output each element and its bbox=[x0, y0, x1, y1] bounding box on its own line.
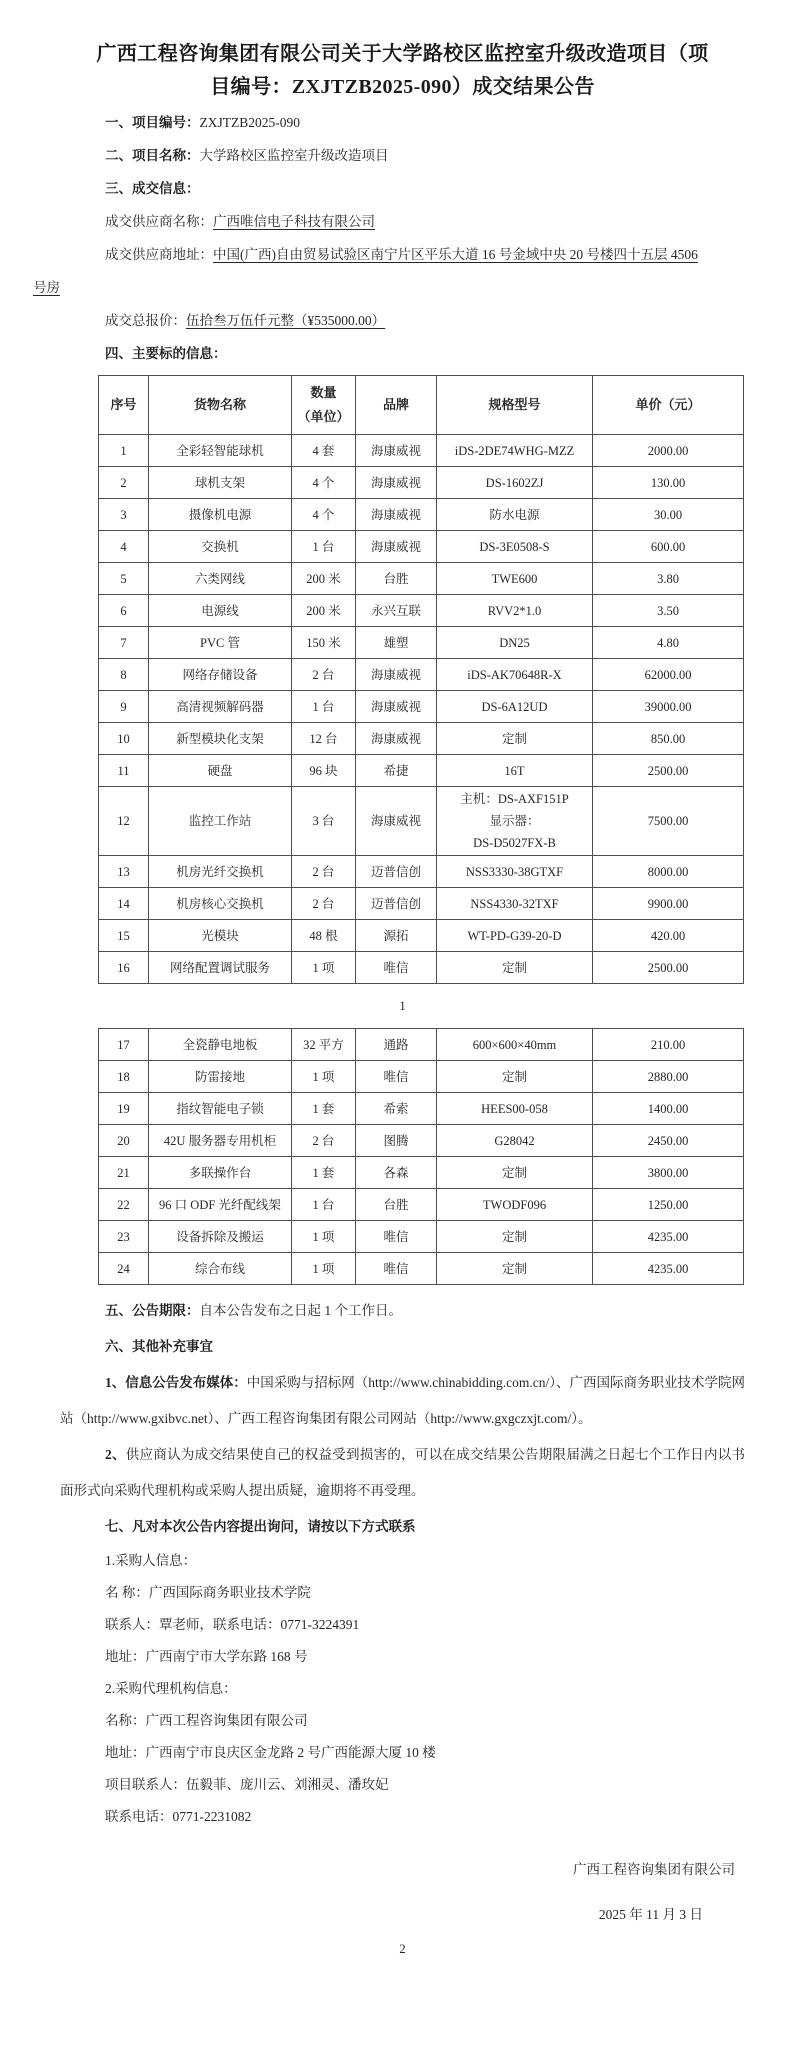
cell-spec: HEES00-058 bbox=[437, 1093, 593, 1125]
agent-info-heading: 2.采购代理机构信息： bbox=[105, 1681, 237, 1696]
cell-spec: iDS-2DE74WHG-MZZ bbox=[437, 435, 593, 467]
cell-goods-name: 42U 服务器专用机柜 bbox=[149, 1125, 292, 1157]
cell-spec: TWODF096 bbox=[437, 1189, 593, 1221]
cell-seq: 15 bbox=[99, 920, 149, 952]
cell-seq: 24 bbox=[99, 1253, 149, 1285]
cell-brand: 台胜 bbox=[356, 1189, 437, 1221]
header-seq: 序号 bbox=[99, 376, 149, 435]
cell-seq: 17 bbox=[99, 1029, 149, 1061]
project-number-value: ZXJTZB2025-090 bbox=[199, 115, 300, 130]
buyer-info-heading: 1.采购人信息： bbox=[105, 1553, 197, 1568]
media-value: 中国采购与招标网（http://www.chinabidding.com.cn/）、广西国际商务职业技术学院网站（http://www.gxibvc.net）、广西工程咨询集团有限公司网站（http://www.gxgczxjt.com/）。 bbox=[60, 1375, 745, 1426]
cell-goods-name: 机房光纤交换机 bbox=[149, 856, 292, 888]
cell-unit-price: 3800.00 bbox=[593, 1157, 744, 1189]
cell-quantity: 1 套 bbox=[292, 1093, 356, 1125]
supplier-address-line bbox=[60, 238, 745, 271]
goods-table-page2 bbox=[98, 1028, 744, 1285]
page-title: 广西工程咨询集团有限公司关于大学路校区监控室升级改造项目（项目编号：ZXJTZB2025-090）成交结果公告 bbox=[96, 43, 709, 98]
cell-quantity: 1 台 bbox=[292, 691, 356, 723]
supplier-name-label: 成交供应商名称： bbox=[105, 214, 213, 229]
cell-brand: 海康威视 bbox=[356, 467, 437, 499]
cell-brand: 海康威视 bbox=[356, 531, 437, 563]
cell-goods-name: 网络存储设备 bbox=[149, 659, 292, 691]
cell-goods-name: 防雷接地 bbox=[149, 1061, 292, 1093]
footer-company: 广西工程咨询集团有限公司 bbox=[573, 1862, 735, 1877]
buyer-name-line: 名 称：广西国际商务职业技术学院 bbox=[105, 1585, 311, 1600]
cell-quantity: 12 台 bbox=[292, 723, 356, 755]
contact-section-heading: 七、凡对本次公告内容提出询问，请按以下方式联系 bbox=[105, 1519, 416, 1534]
table-row bbox=[99, 1221, 744, 1253]
agent-contacts-line: 项目联系人：伍毅菲、庞川云、刘湘灵、潘玫妃 bbox=[105, 1777, 389, 1792]
cell-brand: 海康威视 bbox=[356, 659, 437, 691]
cell-seq: 2 bbox=[99, 467, 149, 499]
cell-goods-name: 电源线 bbox=[149, 595, 292, 627]
table-row bbox=[99, 920, 744, 952]
table-row bbox=[99, 595, 744, 627]
cell-goods-name: 球机支架 bbox=[149, 467, 292, 499]
table-row bbox=[99, 531, 744, 563]
project-number-line bbox=[60, 106, 745, 139]
cell-quantity: 150 米 bbox=[292, 627, 356, 659]
table-row bbox=[99, 1029, 744, 1061]
cell-seq: 20 bbox=[99, 1125, 149, 1157]
cell-unit-price: 850.00 bbox=[593, 723, 744, 755]
cell-brand: 海康威视 bbox=[356, 691, 437, 723]
media-paragraph bbox=[60, 1365, 745, 1437]
total-price-line bbox=[60, 304, 745, 337]
cell-spec: WT-PD-G39-20-D bbox=[437, 920, 593, 952]
cell-seq: 18 bbox=[99, 1061, 149, 1093]
cell-unit-price: 7500.00 bbox=[593, 787, 744, 856]
project-name-label: 二、项目名称： bbox=[105, 148, 200, 163]
cell-seq: 13 bbox=[99, 856, 149, 888]
table-row bbox=[99, 1093, 744, 1125]
cell-spec: NSS4330-32TXF bbox=[437, 888, 593, 920]
supplier-address-value: 中国(广西)自由贸易试验区南宁片区平乐大道 16 号金域中央 20 号楼四十五层 4506 bbox=[213, 247, 698, 262]
agent-address-line: 地址：广西南宁市良庆区金龙路 2 号广西能源大厦 10 楼 bbox=[105, 1745, 436, 1760]
table-row bbox=[99, 856, 744, 888]
cell-brand: 唯信 bbox=[356, 1061, 437, 1093]
cell-seq: 12 bbox=[99, 787, 149, 856]
page-number-1: 1 bbox=[399, 999, 406, 1013]
cell-quantity: 200 米 bbox=[292, 595, 356, 627]
supplier-name-line bbox=[60, 205, 745, 238]
cell-brand: 源拓 bbox=[356, 920, 437, 952]
buyer-contact-line: 联系人：覃老师，联系电话：0771-3224391 bbox=[105, 1617, 360, 1632]
cell-seq: 11 bbox=[99, 755, 149, 787]
cell-goods-name: 硬盘 bbox=[149, 755, 292, 787]
total-price-label: 成交总报价： bbox=[105, 313, 186, 328]
notice-period-label: 五、公告期限： bbox=[105, 1303, 200, 1318]
objection-value: 供应商认为成交结果使自己的权益受到损害的，可以在成交结果公告期限届满之日起七个工作日内以书面形式向采购代理机构或采购人提出质疑，逾期将不再受理。 bbox=[60, 1447, 746, 1498]
cell-brand: 雄塑 bbox=[356, 627, 437, 659]
cell-brand: 唯信 bbox=[356, 1253, 437, 1285]
cell-unit-price: 600.00 bbox=[593, 531, 744, 563]
table-row bbox=[99, 755, 744, 787]
cell-spec: TWE600 bbox=[437, 563, 593, 595]
cell-seq: 4 bbox=[99, 531, 149, 563]
table-row bbox=[99, 499, 744, 531]
cell-brand: 迈普信创 bbox=[356, 888, 437, 920]
cell-unit-price: 130.00 bbox=[593, 467, 744, 499]
cell-unit-price: 4.80 bbox=[593, 627, 744, 659]
cell-unit-price: 1400.00 bbox=[593, 1093, 744, 1125]
cell-spec: 主机：DS-AXF151P 显示器： DS-D5027FX-B bbox=[437, 787, 593, 856]
table-row bbox=[99, 691, 744, 723]
notice-period-line bbox=[60, 1293, 745, 1329]
cell-quantity: 1 项 bbox=[292, 952, 356, 984]
buyer-address-line: 地址：广西南宁市大学东路 168 号 bbox=[105, 1649, 308, 1664]
project-name-value: 大学路校区监控室升级改造项目 bbox=[199, 148, 389, 163]
cell-spec: iDS-AK70648R-X bbox=[437, 659, 593, 691]
cell-goods-name: 全彩轻智能球机 bbox=[149, 435, 292, 467]
cell-spec: 定制 bbox=[437, 1157, 593, 1189]
notice-period-value: 自本公告发布之日起 1 个工作日。 bbox=[199, 1303, 402, 1318]
cell-unit-price: 210.00 bbox=[593, 1029, 744, 1061]
cell-goods-name: 全瓷静电地板 bbox=[149, 1029, 292, 1061]
cell-brand: 迈普信创 bbox=[356, 856, 437, 888]
cell-seq: 8 bbox=[99, 659, 149, 691]
cell-spec: DS-6A12UD bbox=[437, 691, 593, 723]
cell-spec: 定制 bbox=[437, 1061, 593, 1093]
cell-brand: 海康威视 bbox=[356, 435, 437, 467]
table-row bbox=[99, 563, 744, 595]
cell-quantity: 4 个 bbox=[292, 499, 356, 531]
cell-quantity: 48 根 bbox=[292, 920, 356, 952]
cell-brand: 图腾 bbox=[356, 1125, 437, 1157]
cell-brand: 唯信 bbox=[356, 952, 437, 984]
cell-seq: 21 bbox=[99, 1157, 149, 1189]
cell-goods-name: 新型模块化支架 bbox=[149, 723, 292, 755]
cell-brand: 台胜 bbox=[356, 563, 437, 595]
total-price-value: 伍拾叁万伍仟元整（¥535000.00） bbox=[186, 313, 386, 328]
cell-seq: 5 bbox=[99, 563, 149, 595]
cell-spec: RVV2*1.0 bbox=[437, 595, 593, 627]
cell-spec: 600×600×40mm bbox=[437, 1029, 593, 1061]
cell-unit-price: 39000.00 bbox=[593, 691, 744, 723]
cell-brand: 永兴互联 bbox=[356, 595, 437, 627]
cell-goods-name: 综合布线 bbox=[149, 1253, 292, 1285]
goods-table-header bbox=[99, 376, 744, 435]
cell-spec: G28042 bbox=[437, 1125, 593, 1157]
cell-quantity: 1 套 bbox=[292, 1157, 356, 1189]
cell-brand: 各森 bbox=[356, 1157, 437, 1189]
cell-goods-name: PVC 管 bbox=[149, 627, 292, 659]
supplier-address-wrap-line: 号房 bbox=[33, 280, 60, 295]
cell-goods-name: 交换机 bbox=[149, 531, 292, 563]
table-row bbox=[99, 435, 744, 467]
cell-quantity: 1 项 bbox=[292, 1061, 356, 1093]
table-row bbox=[99, 1061, 744, 1093]
cell-unit-price: 1250.00 bbox=[593, 1189, 744, 1221]
cell-quantity: 2 台 bbox=[292, 1125, 356, 1157]
table-row bbox=[99, 787, 744, 856]
agent-name-line: 名称：广西工程咨询集团有限公司 bbox=[105, 1713, 308, 1728]
table-row bbox=[99, 1125, 744, 1157]
cell-goods-name: 指纹智能电子锁 bbox=[149, 1093, 292, 1125]
cell-quantity: 200 米 bbox=[292, 563, 356, 595]
cell-unit-price: 30.00 bbox=[593, 499, 744, 531]
cell-quantity: 1 项 bbox=[292, 1253, 356, 1285]
page-number-2: 2 bbox=[399, 1942, 406, 1956]
cell-spec: 防水电源 bbox=[437, 499, 593, 531]
cell-quantity: 32 平方 bbox=[292, 1029, 356, 1061]
deal-info-heading: 三、成交信息： bbox=[105, 181, 200, 196]
cell-unit-price: 2880.00 bbox=[593, 1061, 744, 1093]
cell-goods-name: 六类网线 bbox=[149, 563, 292, 595]
supplier-name-value: 广西唯信电子科技有限公司 bbox=[213, 214, 375, 229]
cell-quantity: 4 套 bbox=[292, 435, 356, 467]
objection-paragraph bbox=[60, 1437, 745, 1509]
header-unit-price: 单价（元） bbox=[593, 376, 744, 435]
cell-goods-name: 网络配置调试服务 bbox=[149, 952, 292, 984]
cell-spec: DN25 bbox=[437, 627, 593, 659]
cell-brand: 唯信 bbox=[356, 1221, 437, 1253]
cell-brand: 海康威视 bbox=[356, 787, 437, 856]
cell-seq: 16 bbox=[99, 952, 149, 984]
cell-unit-price: 2500.00 bbox=[593, 755, 744, 787]
cell-seq: 9 bbox=[99, 691, 149, 723]
cell-spec: 定制 bbox=[437, 1221, 593, 1253]
header-spec: 规格型号 bbox=[437, 376, 593, 435]
cell-brand: 海康威视 bbox=[356, 723, 437, 755]
cell-goods-name: 光模块 bbox=[149, 920, 292, 952]
cell-unit-price: 420.00 bbox=[593, 920, 744, 952]
supplier-address-label: 成交供应商地址： bbox=[105, 247, 213, 262]
cell-goods-name: 监控工作站 bbox=[149, 787, 292, 856]
goods-table-page1 bbox=[98, 375, 744, 984]
cell-seq: 22 bbox=[99, 1189, 149, 1221]
header-goods-name: 货物名称 bbox=[149, 376, 292, 435]
cell-unit-price: 8000.00 bbox=[593, 856, 744, 888]
cell-quantity: 3 台 bbox=[292, 787, 356, 856]
header-quantity: 数量 （单位） bbox=[292, 376, 356, 435]
cell-seq: 1 bbox=[99, 435, 149, 467]
other-matters-heading: 六、其他补充事宜 bbox=[105, 1339, 213, 1354]
table-row bbox=[99, 952, 744, 984]
header-brand: 品牌 bbox=[356, 376, 437, 435]
cell-spec: NSS3330-38GTXF bbox=[437, 856, 593, 888]
table-row bbox=[99, 1253, 744, 1285]
cell-quantity: 1 项 bbox=[292, 1221, 356, 1253]
cell-spec: 定制 bbox=[437, 952, 593, 984]
table-row bbox=[99, 659, 744, 691]
cell-quantity: 4 个 bbox=[292, 467, 356, 499]
cell-quantity: 2 台 bbox=[292, 659, 356, 691]
cell-goods-name: 96 口 ODF 光纤配线架 bbox=[149, 1189, 292, 1221]
cell-unit-price: 2000.00 bbox=[593, 435, 744, 467]
table-row bbox=[99, 627, 744, 659]
cell-unit-price: 2500.00 bbox=[593, 952, 744, 984]
cell-seq: 7 bbox=[99, 627, 149, 659]
cell-quantity: 2 台 bbox=[292, 856, 356, 888]
cell-seq: 3 bbox=[99, 499, 149, 531]
cell-seq: 19 bbox=[99, 1093, 149, 1125]
cell-brand: 希索 bbox=[356, 1093, 437, 1125]
cell-unit-price: 2450.00 bbox=[593, 1125, 744, 1157]
cell-unit-price: 3.80 bbox=[593, 563, 744, 595]
cell-brand: 通路 bbox=[356, 1029, 437, 1061]
table-row bbox=[99, 888, 744, 920]
cell-seq: 10 bbox=[99, 723, 149, 755]
cell-goods-name: 摄像机电源 bbox=[149, 499, 292, 531]
cell-brand: 希捷 bbox=[356, 755, 437, 787]
agent-phone-line: 联系电话：0771-2231082 bbox=[105, 1809, 252, 1824]
footer-date: 2025 年 11 月 3 日 bbox=[598, 1907, 703, 1922]
cell-goods-name: 高清视频解码器 bbox=[149, 691, 292, 723]
table-row bbox=[99, 723, 744, 755]
cell-seq: 6 bbox=[99, 595, 149, 627]
cell-unit-price: 62000.00 bbox=[593, 659, 744, 691]
cell-goods-name: 机房核心交换机 bbox=[149, 888, 292, 920]
cell-spec: 16T bbox=[437, 755, 593, 787]
cell-goods-name: 多联操作台 bbox=[149, 1157, 292, 1189]
cell-quantity: 2 台 bbox=[292, 888, 356, 920]
table-row bbox=[99, 1189, 744, 1221]
table-row bbox=[99, 1157, 744, 1189]
cell-spec: DS-3E0508-S bbox=[437, 531, 593, 563]
cell-unit-price: 4235.00 bbox=[593, 1253, 744, 1285]
cell-spec: DS-1602ZJ bbox=[437, 467, 593, 499]
goods-info-heading: 四、主要标的信息： bbox=[105, 346, 227, 361]
cell-quantity: 96 块 bbox=[292, 755, 356, 787]
media-label: 1、信息公告发布媒体： bbox=[105, 1375, 247, 1390]
cell-unit-price: 4235.00 bbox=[593, 1221, 744, 1253]
cell-goods-name: 设备拆除及搬运 bbox=[149, 1221, 292, 1253]
cell-spec: 定制 bbox=[437, 1253, 593, 1285]
cell-seq: 23 bbox=[99, 1221, 149, 1253]
objection-label: 2、 bbox=[105, 1447, 126, 1462]
cell-unit-price: 9900.00 bbox=[593, 888, 744, 920]
cell-seq: 14 bbox=[99, 888, 149, 920]
project-name-line bbox=[60, 139, 745, 172]
cell-spec: 定制 bbox=[437, 723, 593, 755]
cell-unit-price: 3.50 bbox=[593, 595, 744, 627]
project-number-label: 一、项目编号： bbox=[105, 115, 200, 130]
table-row bbox=[99, 467, 744, 499]
cell-brand: 海康威视 bbox=[356, 499, 437, 531]
cell-quantity: 1 台 bbox=[292, 531, 356, 563]
cell-quantity: 1 台 bbox=[292, 1189, 356, 1221]
